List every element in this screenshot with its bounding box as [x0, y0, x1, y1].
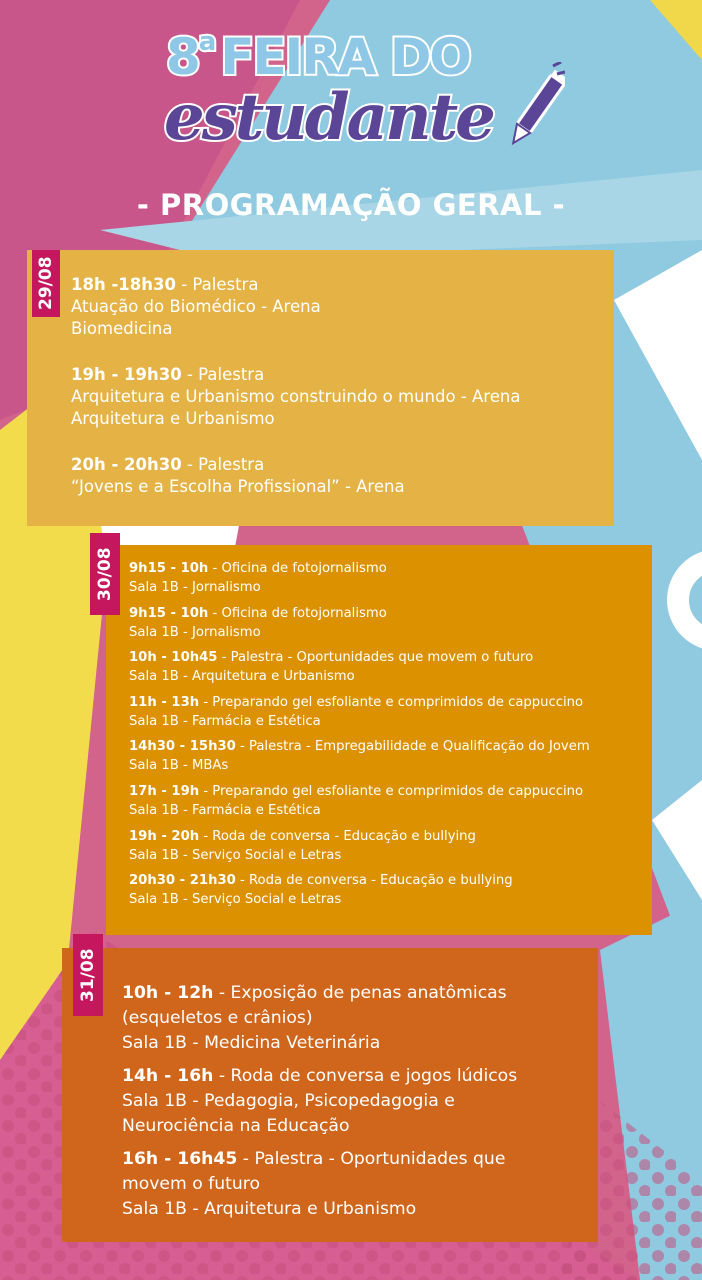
event-item: 17h - 19h - Preparando gel esfoliante e comprimidos de cappuccino Sala 1B - Farmácia e Estética	[129, 783, 584, 818]
event-logo	[160, 22, 560, 162]
logo-line2: estudante	[164, 80, 493, 155]
event-time: 9h15 - 10h	[129, 561, 209, 576]
event-item: 19h - 20h - Roda de conversa - Educação e bullying Sala 1B - Serviço Social e Letras	[129, 828, 476, 863]
day-box-30-08	[95, 545, 652, 935]
event-item: 20h30 - 21h30 - Roda de conversa - Educação e bullying Sala 1B - Serviço Social e Letras	[129, 873, 513, 908]
day-box-29-08	[27, 250, 614, 526]
event-item: 14h - 16h - Roda de conversa e jogos lúdicos Sala 1B - Pedagogia, Psicopedagogia e Neurociência na Educação	[122, 1066, 518, 1136]
event-time: 11h - 13h	[129, 694, 200, 710]
event-time: 20h30 - 21h30	[129, 873, 236, 889]
date-tab: 30/08	[90, 533, 120, 615]
event-time: 14h30 - 15h30	[129, 739, 236, 755]
date-tab: 29/08	[32, 250, 60, 317]
event-time: 10h - 12h	[122, 983, 214, 1003]
event-time: 14h - 16h	[122, 1066, 214, 1086]
event-time: 10h - 10h45	[129, 650, 218, 666]
event-item: 19h - 19h30 - Palestra Arquitetura e Urbanismo construindo o mundo - Arena Arquitetura e Urbanismo	[71, 365, 521, 428]
event-item: 11h - 13h - Preparando gel esfoliante e comprimidos de cappuccino Sala 1B - Farmácia e Estética	[129, 694, 584, 729]
event-time: 19h - 19h30	[71, 365, 182, 384]
event-item: 18h -18h30 - Palestra Atuação do Biomédico - Arena Biomedicina	[71, 275, 321, 338]
logo-line1: 8$^a$ FEIRA DO	[166, 27, 470, 86]
day-box-31-08	[62, 948, 598, 1242]
event-item: 10h - 12h - Exposição de penas anatômicas (esqueletos e crânios) Sala 1B - Medicina Veterinária	[122, 983, 507, 1053]
event-item: 9h15 - 10h - Oficina de fotojornalismo Sala 1B - Jornalismo	[129, 605, 387, 640]
event-item: 14h30 - 15h30 - Palestra - Empregabilidade e Qualificação do Jovem Sala 1B - MBAs	[129, 739, 590, 774]
event-time: 16h - 16h45	[122, 1149, 238, 1169]
page-subtitle: - PROGRAMAÇÃO GERAL -	[136, 188, 566, 222]
event-item: 20h - 20h30 - Palestra “Jovens e a Escolha Profissional” - Arena	[71, 455, 405, 496]
event-time: 20h - 20h30	[71, 455, 182, 474]
event-item: 9h15 - 10h - Oficina de fotojornalismo Sala 1B - Jornalismo	[129, 561, 387, 595]
event-time: 19h - 20h	[129, 828, 200, 844]
pencil-icon	[505, 62, 565, 162]
date-tab: 31/08	[73, 934, 103, 1016]
event-item: 10h - 10h45 - Palestra - Oportunidades que movem o futuro Sala 1B - Arquitetura e Urbanismo	[129, 650, 534, 685]
event-item: 16h - 16h45 - Palestra - Oportunidades que movem o futuro Sala 1B - Arquitetura e Urbanismo	[122, 1149, 506, 1219]
event-time: 17h - 19h	[129, 783, 200, 799]
event-time: 18h -18h30	[71, 275, 176, 294]
event-time: 9h15 - 10h	[129, 605, 209, 621]
